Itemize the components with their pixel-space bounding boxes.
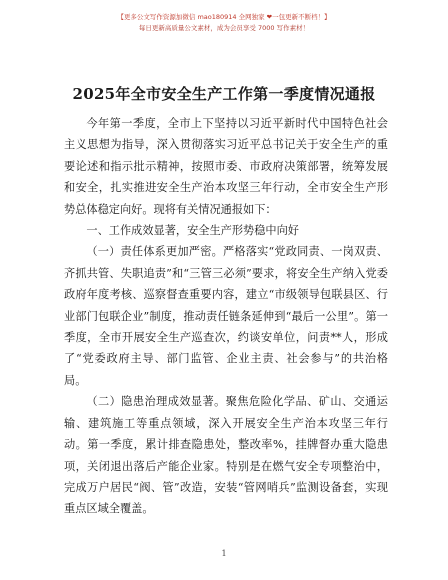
section-heading-1: 一、工作成效显著，安全生产形势稳中向好 — [86, 224, 299, 238]
promo-banner — [0, 12, 448, 34]
paragraph-responsibility: （一）责任体系更加严密。严格落实“党政同责、一岗双责、齐抓共管、失职追责”和“三管三必须”要求，将安全生产纳入党委政府年度考核、巡察督查重要内容，建立“市级领导包联县区、行业部门包联企业”制度，推动责任链条延伸到“最后一公里”。第一季度，全市开展安全生产巡查次，约谈安单位，问责**人，形成了“党委政府主导、部门监管、企业主责、社会参与”的共治格局。 — [64, 245, 388, 387]
document-body — [64, 113, 388, 520]
promo-banner-line-2: 每日更新高质量公文素材，成为会员享受 7000 写作素材！ — [138, 24, 310, 32]
promo-banner-line-1: 【更多公文写作资源加微信 mao180914 全网独家 ❤一包更新不断档！】 — [117, 13, 331, 21]
page-number: 1 — [221, 549, 227, 558]
paragraph-hazard-governance: （二）隐患治理成效显著。聚焦危险化学品、矿山、交通运输、建筑施工等重点领域，深入开展安全生产治本攻坚三年行动。第一季度，累计排查隐患处，整改率%，挂牌督办重大隐患项，关闭退出落后产能企业家。特别是在燃气安全专项整治中，完成万户居民“阀、管”改造，安装“管网哨兵”监测设备套，实现重点区域全覆盖。 — [64, 395, 388, 516]
paragraph-intro: 今年第一季度，全市上下坚持以习近平新时代中国特色社会主义思想为指导，深入贯彻落实习近平总书记关于安全生产的重要论述和指示批示精神，按照市委、市政府决策部署，统筹发展和安全，扎实推进安全生产治本攻坚三年行动，全市安全生产形势总体稳定向好。现将有关情况通报如下： — [64, 117, 388, 216]
document-title: 2025年全市安全生产工作第一季度情况通报 — [72, 85, 376, 103]
